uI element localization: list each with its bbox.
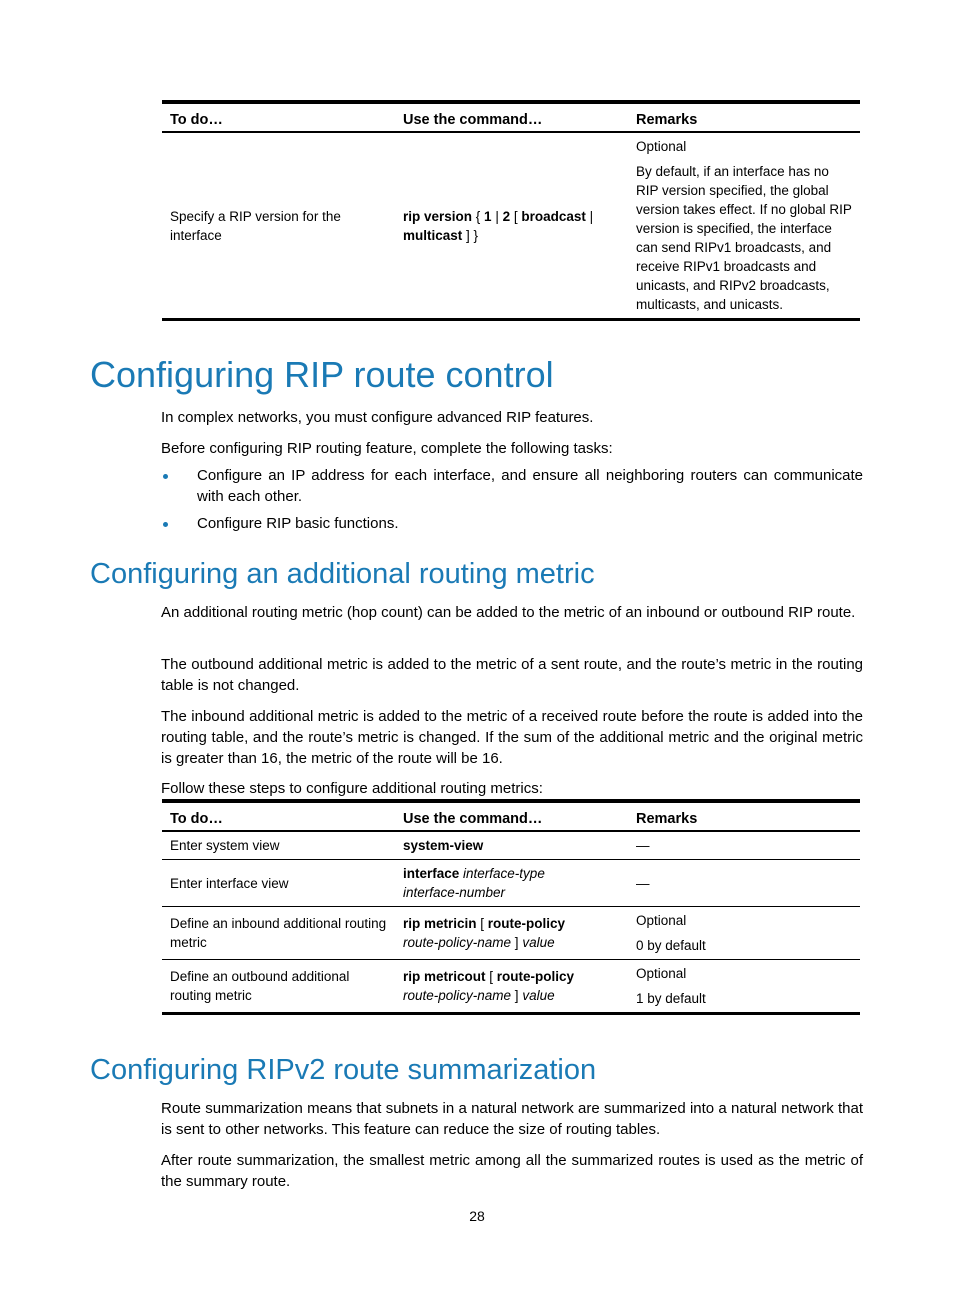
- section-title: Configuring RIP route control: [90, 354, 554, 395]
- command-argument: interface-number: [403, 885, 506, 900]
- table-row: [162, 132, 860, 320]
- command-argument: route-policy-name: [403, 988, 512, 1003]
- prerequisite-list: [161, 465, 863, 540]
- paragraph: After route summarization, the smallest metric among all the summarized routes is used as the metric of the summary route.: [161, 1152, 863, 1190]
- list-item: [161, 513, 863, 534]
- command-cell: [395, 860, 628, 907]
- section-title: Configuring an additional routing metric: [90, 558, 595, 590]
- header-command: Use the command…: [395, 801, 628, 831]
- todo-cell: Specify a RIP version for the interface: [162, 132, 395, 320]
- remarks-cell: [628, 960, 860, 1014]
- command-keyword: route-policy: [496, 969, 575, 984]
- remark-line: Optional: [636, 139, 687, 154]
- syntax-text: ] }: [462, 227, 479, 243]
- syntax-text: [: [510, 208, 522, 224]
- command-argument: value: [522, 988, 555, 1003]
- command-keyword: route-policy: [487, 916, 566, 931]
- syntax-text: {: [472, 208, 485, 224]
- syntax-text: [: [485, 969, 497, 984]
- paragraph: Follow these steps to configure additional routing metrics:: [161, 780, 543, 797]
- command-cell: [395, 132, 628, 320]
- remark-line: Optional: [636, 966, 687, 981]
- paragraph: Before configuring RIP routing feature, complete the following tasks:: [161, 440, 613, 457]
- paragraph: The inbound additional metric is added to the metric of a received route before the route is added into the routing table, and the route’s metric is changed. If the sum of the additional metric and the original metric is greater than 16, the metric of the route will be 16.: [161, 708, 863, 767]
- command-keyword: rip metricin: [403, 916, 477, 931]
- syntax-text: |: [585, 208, 594, 224]
- command-keyword: rip metricout: [403, 969, 486, 984]
- remark-line: Optional: [636, 913, 687, 928]
- command-keyword: rip version: [403, 208, 473, 224]
- table-row: [162, 907, 860, 960]
- remark-line: 1 by default: [636, 991, 706, 1006]
- section-title: Configuring RIPv2 route summarization: [90, 1054, 597, 1086]
- table-row: [162, 960, 860, 1014]
- list-item: [161, 465, 863, 507]
- command-argument: interface-type: [459, 866, 545, 881]
- page-number: 28: [469, 1208, 485, 1224]
- remarks-cell: [628, 132, 860, 320]
- header-remarks: Remarks: [628, 801, 860, 831]
- remarks-cell: [628, 831, 860, 860]
- command-cell: [395, 831, 628, 860]
- header-remarks: Remarks: [628, 102, 860, 132]
- remark-line: 0 by default: [636, 938, 706, 953]
- syntax-text: [: [476, 916, 488, 931]
- syntax-text: ]: [511, 935, 523, 950]
- todo-cell: Enter interface view: [162, 860, 395, 907]
- remark-line: —: [636, 875, 650, 891]
- paragraph: In complex networks, you must configure advanced RIP features.: [161, 409, 594, 426]
- command-keyword: 2: [502, 208, 511, 224]
- remark-line: By default, if an interface has no RIP version specified, the global version takes effect. If no global RIP version is specified, the interface can send RIPv1 broadcasts, and receive RIPv1 broadcasts and unicasts, and RIPv2 broadcasts, multicasts, and unicasts.: [636, 164, 852, 312]
- command-argument: value: [522, 935, 555, 950]
- list-item-text: Configure an IP address for each interface, and ensure all neighboring routers can communicate with each other.: [197, 467, 863, 505]
- command-keyword: interface: [403, 866, 460, 881]
- remark-line: —: [636, 838, 650, 853]
- todo-cell: Enter system view: [162, 831, 395, 860]
- header-command: Use the command…: [395, 102, 628, 132]
- syntax-text: ]: [511, 988, 523, 1003]
- rip-version-table: [162, 100, 860, 321]
- remarks-cell: [628, 860, 860, 907]
- todo-cell: Define an outbound additional routing metric: [162, 960, 395, 1014]
- additional-metric-table: [162, 799, 860, 1015]
- paragraph: Route summarization means that subnets in a natural network are summarized into a natural network that is sent to other networks. This feature can reduce the size of routing tables.: [161, 1100, 863, 1138]
- command-keyword: system-view: [403, 838, 484, 853]
- command-cell: [395, 907, 628, 960]
- command-argument: route-policy-name: [403, 935, 512, 950]
- bullet-icon: [163, 474, 168, 479]
- paragraph: The outbound additional metric is added to the metric of a sent route, and the route’s metric in the routing table is not changed.: [161, 656, 863, 694]
- todo-cell: Define an inbound additional routing metric: [162, 907, 395, 960]
- table-header-row: [162, 102, 860, 132]
- table-header-row: [162, 801, 860, 831]
- command-keyword: multicast: [403, 227, 463, 243]
- table-row: [162, 831, 860, 860]
- table-row: [162, 860, 860, 907]
- header-todo: To do…: [162, 102, 395, 132]
- remarks-cell: [628, 907, 860, 960]
- paragraph: An additional routing metric (hop count) can be added to the metric of an inbound or outbound RIP route.: [161, 604, 856, 621]
- bullet-icon: [163, 522, 168, 527]
- list-item-text: Configure RIP basic functions.: [197, 515, 399, 532]
- syntax-text: |: [491, 208, 503, 224]
- command-cell: [395, 960, 628, 1014]
- header-todo: To do…: [162, 801, 395, 831]
- command-keyword: broadcast: [521, 208, 586, 224]
- command-keyword: 1: [484, 208, 492, 224]
